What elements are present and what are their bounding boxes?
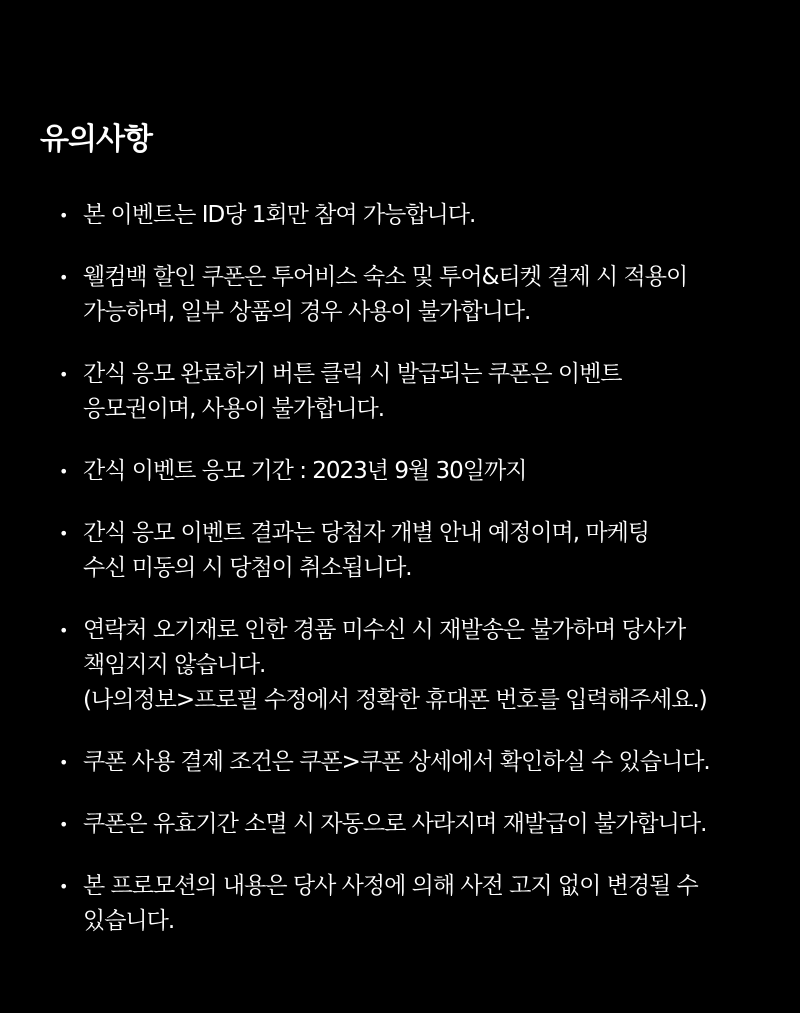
bullet-icon: • [59,206,68,225]
list-item [40,454,760,489]
list-item [40,516,760,586]
bullet-icon: • [59,621,68,640]
notice-item-text: 연락처 오기재로 인한 경품 미수신 시 재발송은 불가하며 당사가 책임지지 않습니다. (나의정보>프로필 수정에서 정확한 휴대폰 번호를 입력해주세요.) [83,617,707,713]
notice-item-text: 웰컴백 할인 쿠폰은 투어비스 숙소 및 투어&티켓 결제 시 적용이 가능하며, 일부 상품의 경우 사용이 불가합니다. [83,264,688,325]
bullet-icon: • [59,365,68,384]
notice-item-text: 본 이벤트는 ID당 1회만 참여 가능합니다. [83,202,476,228]
notice-item-text: 본 프로모션의 내용은 당사 사정에 의해 사전 고지 없이 변경될 수 있습니다. [83,873,698,934]
bullet-icon: • [59,815,68,834]
bullet-icon: • [59,524,68,543]
bullet-icon: • [59,268,68,287]
notice-item-text: 간식 응모 이벤트 결과는 당첨자 개별 안내 예정이며, 마케팅 수신 미동의 시 당첨이 취소됩니다. [83,520,650,581]
list-item [40,745,760,780]
list-item [40,613,760,718]
bullet-icon: • [59,462,68,481]
notice-item-text: 쿠폰은 유효기간 소멸 시 자동으로 사라지며 재발급이 불가합니다. [83,811,707,837]
list-item [40,357,760,427]
notice-item-text: 간식 응모 완료하기 버튼 클릭 시 발급되는 쿠폰은 이벤트 응모권이며, 사용이 불가합니다. [83,361,622,422]
list-item [40,198,760,233]
list-item [40,260,760,330]
list-item [40,869,760,939]
notice-title: 유의사항 [40,122,152,157]
notice-item-text: 간식 이벤트 응모 기간 : 2023년 9월 30일까지 [83,458,527,484]
notice-item-text: 쿠폰 사용 결제 조건은 쿠폰>쿠폰 상세에서 확인하실 수 있습니다. [83,749,710,775]
list-item [40,807,760,842]
notice-list [40,198,760,939]
bullet-icon: • [59,877,68,896]
bullet-icon: • [59,753,68,772]
